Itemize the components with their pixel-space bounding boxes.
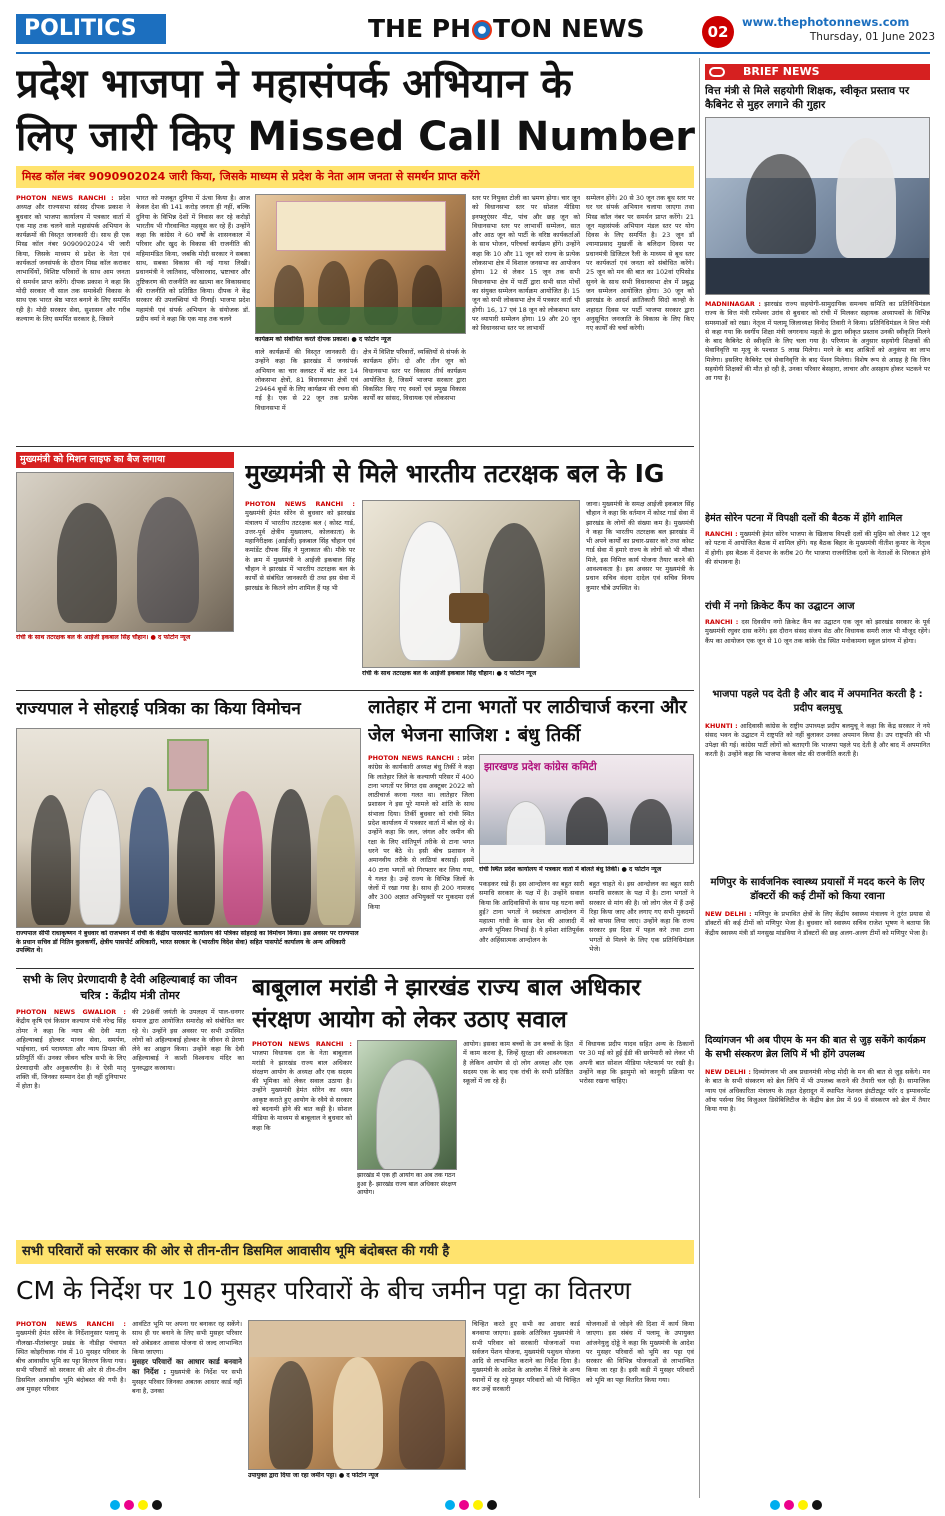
- section-rule-1: [16, 446, 694, 447]
- land-col-2: आवंटित भूमि पर अपना घर बनाकर रह सकेंगे। साथ ही घर बनाने के लिए सभी मुसहर परिवार को अंबेडकर आवास योजना से जल्द लाभान्वित किया जाएगा। मुसहर परिवारों का आधार कार्ड बनवाने का निर्देश : मुख्यमंत्री के निर्देश पर सभी मुसहर परिवार जिनका अबतक आधार कार्ड नहीं बना है, उनका: [132, 1320, 242, 1396]
- brief-item-4-body: KHUNTI : आदिवासी कांग्रेस के राष्ट्रीय उपाध्यक्ष प्रदीप बलमुचू ने कहा कि केंद्र सरकार ने नये संसद भवन के उद्घाटन में राष्ट्रपति को नहीं बुलाकर उनका अपमान किया है। उप राष्ट्रपति की भी उपेक्षा की गई। कांग्रेस पार्टी लोगों को बताएगी कि भाजपा पहले पद देती है और बाद में अपमानित करती है। उन्होंने कहा कि भाजपा केवल वोट की राजनीति करती है।: [705, 722, 930, 758]
- lead-headline-line-2: लिए जारी किए Missed Call Number: [16, 114, 695, 160]
- governor-headline: राज्यपाल ने सोहराई पत्रिका का किया विमोचन: [16, 699, 301, 719]
- land-headline: CM के निर्देश पर 10 मुसहर परिवारों के बीच जमीन पट्टा का वितरण: [16, 1276, 631, 1305]
- land-photo-caption: उपायुक्त द्वारा दिया जा रहा जमीन पट्टा। ● द फोटोन न्यूज: [248, 1472, 466, 1482]
- land-photo: [248, 1320, 466, 1470]
- cm-col-2: जाना। मुख्यमंत्री के समक्ष आईजी इकबाल सिंह चौहान ने कहा कि वर्तमान में कोस्ट गार्ड सेवा में झारखंड के लोगों की संख्या कम है। मुख्यमंत्री ने कहा कि भारतीय तटरक्षक बल झारखंड में भी अपने कार्यों का प्रचार-प्रसार करे तथा कोस्ट गार्ड सेवा में हमारे राज्य के लोगों को भी मौका मिले, इस निमित्त कार्य योजना तैयार करने की आवश्यकता है। इस अवसर पर मुख्यमंत्री के प्रधान सचिव वंदना दादेल एवं सचिव विनय कुमार चौबे उपस्थित थे।: [586, 500, 694, 592]
- tirkey-photo-caption: रांची स्थित प्रदेश कार्यालय में पत्रकार वार्ता में बोलते बंधु तिर्की। ● द फोटोन न्यूज: [479, 866, 694, 876]
- babulal-photo-caption: झारखंड में एक ही आयोग का अब तक गठन हुआ है- झारखंड राज्य बाल अधिकार संरक्षण आयोग।: [357, 1172, 457, 1234]
- lead-col-1: [16, 194, 130, 440]
- tirkey-photo: [479, 754, 694, 864]
- registration-marks: [0, 1498, 945, 1512]
- babulal-col-2: आयोग। इसका काम बच्चों के उन बच्चों के हित में काम करना है, जिन्हें सुरक्षा की आवश्यकता है लेकिन आयोग से दो लोग अध्यक्ष और एक सदस्य एक के बाद एक रांची के सभी प्रतिष्ठित स्कूलों में जा रहे हैं।: [463, 1040, 573, 1086]
- babulal-photo: [357, 1040, 457, 1170]
- tomar-col-2: की 298वीं जयंती के उपलक्ष्य में पाल-धनगर समाज द्वारा आयोजित समारोह को संबोधित कर रहे थे। उन्होंने इस अवसर पर सभी उपस्थित लोगों को अहिल्याबाई होल्कर के जीवन से प्रेरणा लेने का आह्वान किया। उन्होंने कहा कि देवी अहिल्याबाई ने काशी विश्वनाथ मंदिर का पुनरुद्धार करवाया।: [132, 1008, 244, 1072]
- masthead-rule: [16, 52, 930, 54]
- cm-photo: [16, 472, 234, 632]
- babulal-headline: बाबूलाल मरांडी ने झारखंड राज्य बाल अधिकार संरक्षण आयोग को लेकर उठाए सवाल: [252, 975, 641, 1033]
- paper-name: THE PH TON NEWS: [368, 14, 645, 43]
- brief-item-4-headline: भाजपा पहले पद देती है और बाद में अपमानित करती है : प्रदीप बलमुचू: [712, 689, 923, 714]
- column-divider: [699, 58, 700, 1498]
- lead-col-1-text: प्रदेश अध्यक्ष और राज्यसभा सांसद दीपक प्रकाश ने बुधवार को भाजपा कार्यालय में पत्रकार वार्ता में एक माह तक चलने वाले महासंपर्क अभियान के कार्यक्रमों की विस्तृत जानकारी दी। साथ ही एक मिस्ड कॉल नंबर 9090902024 भी जारी किया, जिसके माध्यम से प्रदेश के नेता एवं कार्यकर्ता जनसंपर्क के दौरान मिस्ड कॉल कराकर लाभार्थियों, विशिष्ट परिवारों के साथ आम जनता से समर्थन प्राप्त करेंगे। दीपक प्रकाश ने कहा कि मोदी सरकार नौ साल तक समावेशी विकास के साथ एक भारत श्रेष्ठ भारत बनाने के लिए समर्पित रही है। मोदी सरकार सेवा, सुशासन और गरीब कल्याण के लिए समर्पित सरकार है, जिसने: [16, 194, 130, 323]
- lead-col-2-text: भारत को मजबूत दुनिया में ऊंचा किया है। आज केवल देश की 141 करोड़ जनता ही नहीं, बल्कि दुनिया के विभिन्न देशों में निवास कर रहे करोड़ों भारतीय भी गौरवान्वित महसूस कर रहे हैं। उन्होंने कहा कि कांग्रेस ने 60 वर्षों के शासनकाल में परिवार और खुद के विकास की राजनीति की महिमामंडित किया, जबकि मोदी सरकार ने सबका साथ, सबका विकास की नई गाथा लिखी। प्रधानमंत्री ने जातिवाद, परिवारवाद, भ्रष्टाचार और तुष्टिकरण की राजनीति का खात्मा कर विकासवाद की राजनीति को प्रतिष्ठित किया। दीपक ने केंद्र सरकार की उपलब्धियां भी गिनाईं। भाजपा प्रदेश महामंत्री एवं संपर्क अभियान के संयोजक डॉ. प्रदीप वर्मा ने कहा कि एक माह तक चलने: [136, 194, 250, 323]
- brief-item-6-body: NEW DELHI : दिव्यांगजन भी अब प्रधानमंत्री नरेन्द्र मोदी के मन की बात से जुड़ सकेंगे। मन के बात के सभी संस्करण को ब्रेल लिपि में भी उपलब्ध कराने की तैयारी चल रही है। सामाजिक न्याय एवं अधिकारिता मंत्रालय के तहत देहरादून में स्थापित नेशनल इंस्टीट्यूट फॉर द इम्पावरमेंट ऑफ पर्सन्स विद विजुअल डिसेबिलिटीज के केंद्रीय ब्रेल प्रेस में 99 वें संस्करण को ब्रेल में तैयार किया गया है।: [705, 1068, 930, 1114]
- brief-item-2-headline: हेमंत सोरेन पटना में विपक्षी दलों की बैठक में होंगे शामिल: [705, 513, 903, 524]
- brief-news-glasses-icon: [709, 67, 725, 77]
- coast-guard-photo-caption: रांची के साथ तटरक्षक बल के आईजी इकबाल सिंह चौहान। ● द फोटोन न्यूज: [362, 670, 580, 680]
- lead-photo: [255, 194, 466, 334]
- lead-strap: मिस्ड कॉल नंबर 9090902024 जारी किया, जिसके माध्यम से प्रदेश के नेता आम जनता से समर्थन प्राप्त करेंगे: [16, 166, 694, 188]
- governor-photo-caption: राज्यपाल सीपी राधाकृष्णन ने बुधवार को राजभवन में रांची के केंद्रीय पारसपोर्ट कार्यालय की पत्रिका सोहराई का विमोचन किया। इस अवसर पर राज्यपाल के प्रधान सचिव डॉ नितिन कुलकर्णी, क्षेत्रीय पासपोर्ट अधिकारी, भारत सरकार के (भारतीय विदेश सेवा) सहित पासपोर्ट कार्यालय के अन्य अधिकारी उपस्थित थे।: [16, 930, 361, 964]
- tirkey-col-2: पकड़कर रखे हैं। इस आन्दोलन का बहुत सारी समाधि सरकार के पक्ष में है। उन्होंने सवाल किया कि आदिवासियों के साथ यह घटना क्यों हुई? टाना भगतों ने स्वतंत्रता आन्दोलन में महात्मा गांधी के साथ देश की आजादी में अपनी भूमिका निभाई है। ये हमेशा शांतिपूर्वक और अहिंसात्मक आन्दोलन के: [479, 880, 584, 944]
- land-col-3: चिन्हित करते हुए सभी का आधार कार्ड बनवाया जाएगा। इसके अतिरिक्त मुख्यमंत्री ने सभी परिवार को सरकारी योजनाओं यथा सर्वजन पेंशन योजना, मुख्यमंत्री पशुधन योजना आदि से लाभान्वित कराने का निर्देश दिया है। मुख्यमंत्री के आदेश के आलोक में जिले के अन्य स्थानों में रह रहे मुसहर परिवारों को भी चिन्हित कर उन्हें सरकारी: [472, 1320, 580, 1394]
- brief-item-5-headline: मणिपुर के सार्वजनिक स्वास्थ्य प्रयासों में मदद करने के लिए डॉक्टरों की कई टीमों को किया रवाना: [710, 877, 925, 902]
- website-link[interactable]: www.thephotonnews.com: [742, 15, 910, 29]
- section-text: POLITICS: [24, 16, 137, 41]
- cm-kicker: मुख्यमंत्री को मिशन लाइफ का बैज लगाया: [16, 452, 234, 468]
- land-strap: सभी परिवारों को सरकार की ओर से तीन-तीन डिसमिल आवासीय भूमि बंदोबस्त की गयी है: [16, 1240, 694, 1264]
- lead-col-4: क्षेत्र में विशिष्ट परिवारों, व्यक्तियों से संपर्क के कार्यक्रम होंगे। दो और तीन जून को विधानसभा स्तर पर विकास तीर्थ कार्यक्रम आयोजित है, जिसमें भाजपा सरकार द्वारा विकसित किए गए स्थलों एवं प्रमुख विकास कार्यों का सांसद, विधायक एवं लोकसभा: [363, 348, 466, 403]
- cm-headline: मुख्यमंत्री से मिले भारतीय तटरक्षक बल के IG: [245, 459, 665, 488]
- land-col-1: PHOTON NEWS RANCHI : मुख्यमंत्री हेमंत सोरेन के निर्देशानुसार पलामू के नौलखा-पीतांबरपुर प्रखंड के नौडीहा पंचायत स्थित कोइरीचाक गांव में 10 मुसहर परिवार के बीच आवासीय भूमि का पट्टा वितरण किया गया। सभी परिवारों को सरकार की ओर से तीन-तीन डिसमिल आवासीय भूमि बंदोबस्त की गयी है। अब मुसहर परिवार: [16, 1320, 126, 1394]
- babulal-col-1: PHOTON NEWS RANCHI : भाजपा विधायक दल के नेता बाबूलाल मरांडी ने झारखंड राज्य बाल अधिकार संरक्षण आयोग के अध्यक्ष और एक सदस्य की भूमिका को लेकर सवाल उठाया है। उन्होंने मुख्यमंत्री हेमंत सोरेन का ध्यान आकृष्ट कराते हुए आयोग के रवैये से सरकार को बदनामी होने की बात कही है। सोशल मीडिया के माध्यम से बाबूलाल ने बुधवार को कहा कि: [252, 1040, 352, 1132]
- cm-col-1: PHOTON NEWS RANCHI : मुख्यमंत्री हेमंत सोरेन से बुधवार को झारखंड मंत्रालय में भारतीय तटरक्षक बल ( कोस्ट गार्ड, उत्तर-पूर्व क्षेत्रीय मुख्यालय, कोलकाता) के महानिरीक्षक (आईजी) इकबाल सिंह चौहान एवं कमांडेंट दीपक सिंह ने मुलाकात की। मौके पर के क्रम में मुख्यमंत्री ने आईजी इकबाल सिंह चौहान ने झारखंड में भारतीय तटरक्षक बल के कार्यों से संबंधित जानकारी दी तथा इस सेवा में झारखंड के कितने लोग शामिल हैं यह भी: [245, 500, 355, 592]
- brief-item-1-body: MADNINAGAR : झारखंड राज्य सहयोगी-सामुदायिक समन्वय समिति का प्रतिनिधिमंडल राज्य के वित्त मंत्री रामेश्वर उरांव से बुधवार को रांची में मिलकर सहायक अध्यापकों के विभिन्न समस्याओं को रखा। नेतृत्व में पलामू जिलाध्यक्ष विनोद तिवारी ने किया। प्रतिनिधिमंडल ने वित्त मंत्री से कहा गया कि स्वर्गीय शिक्षा मंत्री जगरनाथ महतो के द्वारा स्वीकृत प्रस्ताव उनकी स्वीकृति मिलने के बाद कैबिनेट से स्वीकृति के लिए चला गया है। परिणाम के अनुसार सहयोगी शिक्षकों की सेवानिवृत्ति या मृत्यु के पश्चात 5 लाख मिलेगा। मरने के बाद आश्रितों को अनुकंपा का लाभ मिलेगा। इसलिए कैबिनेट एवं सेवानिवृत्ति के बाद पेंशन मिलेगा। विशेष रूप से आग्रह है कि जिन सहयोगी शिक्षकों की मौत हो रही है, उनका परिवार बेसहारा, लाचार और असहाय होकर भटकने पर आ गया है।: [705, 300, 930, 383]
- section-label: [16, 14, 166, 44]
- brief-item-1-photo: [705, 117, 930, 295]
- page-number-badge-icon: [702, 16, 734, 48]
- lead-col-3: वाले कार्यक्रमों की विस्तृत जानकारी दी। उन्होंने कहा कि झारखंड में जनसंपर्क अभियान का चार क्लस्टर में बांट कर 14 लोकसभा क्षेत्रों, 81 विधानसभा क्षेत्रों एवं 29464 बूथों के लिए कार्यक्रम की रचना की गई है। एक से 22 जून तक प्रत्येक विधानसभा में: [255, 348, 358, 412]
- land-subhead: मुसहर परिवारों का आधार कार्ड बनवाने का निर्देश :: [132, 1357, 242, 1377]
- lead-col-6: सम्मेलन होंगे। 20 से 30 जून तक बूथ स्तर पर घर घर संपर्क अभियान चलाया जाएगा तथा मिस्ड कॉल नंबर पर समर्थन प्राप्त करेंगे। 21 जून महासंपर्क अभियान मंडल स्तर पर योग दिवस के लिए समर्पित है। 23 जून डॉ श्यामाप्रसाद मुखर्जी के बलिदान दिवस पर प्रधानमंत्री डिजिटल रैली के माध्यम से बूथ स्तर पर कार्यकर्ता एवं जनता को संबोधित करेंगे। 25 जून को मन की बात का 102वां एपिसोड सुनने के साथ सभी विधानसभा क्षेत्र में प्रबुद्ध जन सम्मेलन आयोजित होगा। 30 जून को झारखंड के आदर्श क्रांतिकारी सिदो कान्हो के शहादत दिवस पर पार्टी भाजपा सरकार द्वारा अनुसूचित जनजाति के विकास के लिए किए गए कार्यों की चर्चा करेगी।: [586, 194, 694, 333]
- banner-in-photo: [276, 201, 446, 251]
- issue-date: Thursday, 01 June 2023: [809, 31, 935, 43]
- lead-headline-line-1: प्रदेश भाजपा ने महासंपर्क अभियान के: [16, 61, 572, 107]
- brief-item-2-body: RANCHI : मुख्यमंत्री हेमंत सोरेन भाजपा के खिलाफ विपक्षी दलों की मुहिम को लेकर 12 जून को पटना में आयोजित बैठक में शामिल होंगे। यह बैठक बिहार के मुख्यमंत्री नीतीश कुमार के नेतृत्व में होगी। इस बैठक में देशभर के करीब 20 गैर भाजपा राजनीतिक दलों के नेताओं के शिरकत होने की संभावना है।: [705, 530, 930, 566]
- brief-news-header: [705, 64, 930, 80]
- brief-news-label: BRIEF NEWS: [743, 65, 820, 78]
- babulal-col-3: में विधायक प्रदीप यादव सहित अन्य के ठिकानों पर 30 मई को हुई ईडी की छापेमारी को लेकर भी अपनी बात सोशल मीडिया प्लेटफार्म पर रखी है। उन्होंने कहा कि झामुमो को कानूनी प्रक्रिया पर भरोसा रखना चाहिए।: [579, 1040, 694, 1086]
- land-col-4: योजनाओं से जोड़ने की दिशा में कार्य किया जाएगा। इस संबंध में पलामू के उपायुक्त आंजनेयुलु दोड्डे ने कहा कि मुख्यमंत्री के आदेश पर मुसहर परिवारों को भूमि का पट्टा एवं सरकार की विभिन्न योजनाओं से लाभान्वित किया जा रहा है। इसी कड़ी में मुसहर परिवारों को भूमि का पट्टा वितरित किया गया।: [586, 1320, 694, 1384]
- governor-photo: [16, 728, 361, 928]
- lead-col-2: [136, 194, 250, 440]
- tirkey-banner-in-photo: झारखण्ड प्रदेश कांग्रेस कमिटी: [484, 761, 597, 773]
- photon-logo-icon: [472, 20, 492, 40]
- tomar-headline: सभी के लिए प्रेरणादायी है देवी अहिल्याबाई का जीवन चरित्र : केंद्रीय मंत्री तोमर: [22, 973, 238, 1002]
- tirkey-headline: लातेहार में टाना भगतों पर लाठीचार्ज करना और जेल भेजना साजिश : बंधु तिर्की: [368, 697, 687, 746]
- section-rule-2: [16, 690, 694, 691]
- lead-dateline: PHOTON NEWS RANCHI :: [16, 194, 114, 202]
- coast-guard-photo: [362, 500, 580, 668]
- brief-item-1-headline: वित्त मंत्री से मिले सहयोगी शिक्षक, स्वीकृत प्रस्ताव पर कैबिनेट से मुहर लगाने की गुहार: [705, 85, 910, 111]
- lead-col-5: स्तर पर नियुक्त टोली का भ्रमण होगा। चार जून को विधानसभा स्तर पर सोशल मीडिया इनफ्लुएंसर मीट, पांच और छह जून को विधानसभा स्तर पर लाभार्थी सम्मेलन, सात और आठ जून को पार्टी के वरिष्ठ कार्यकर्ताओं के साथ भोजन, परिचर्चा कार्यक्रम होंगे। उन्होंने कहा कि 10 और 11 जून को राज्य के प्रत्येक लोकसभा क्षेत्र में विशाल जनसभा का आयोजन होगा। 12 से लेकर 15 जून तक सभी विधानसभा क्षेत्र में पार्टी द्वारा सभी सात मोर्चों का संयुक्त सम्मेलन कार्यक्रम आयोजित है। 15 जून को सभी लोकसभा क्षेत्र में पत्रकार वार्ता भी होगी। 16, 17 एवं 18 जून को लोकसभा स्तर पर व्यापारी सम्मेलन होगा। 19 और 20 जून को विधानसभा स्तर पर लाभार्थी: [472, 194, 580, 333]
- section-rule-3: [16, 968, 694, 969]
- brief-item-3-headline: रांची में नगो क्रिकेट कैंप का उद्घाटन आज: [705, 601, 855, 612]
- tomar-col-1: PHOTON NEWS GWALIOR : केंद्रीय कृषि एवं किसान कल्याण मंत्री नरेन्द्र सिंह तोमर ने कहा कि न्याय की देवी माता अहिल्याबाई होल्कर मानव सेवा, समर्पण, भाईचारा, धर्म परायणता और न्याय प्रियता की प्रतिमूर्ति थीं। उनका जीवन चरित्र सभी के लिए प्रेरणादायी और अनुकरणीय है। वे ऐसी मातृ शक्ति थीं, जिनका सम्मान देश ही नहीं दुनियाभर में होता है।: [16, 1008, 126, 1091]
- brief-item-5-body: NEW DELHI : मणिपुर के प्रभावित क्षेत्रों के लिए केंद्रीय स्वास्थ्य मंत्रालय ने तुरंत प्रयास से डॉक्टरों की कई टीमों को मणिपुर भेजा है। बुधवार को स्वास्थ्य सचिव राजेश भूषण ने बताया कि केंद्रीय स्वास्थ्य मंत्री डॉ मनसुख मांडविया ने डॉक्टरों की छह अलग-अलग टीमों को मणिपुर भेजा है।: [705, 910, 930, 937]
- tirkey-col-3: बहुत चाहते थे। इस आन्दोलन का बहुत सारी समाधि सरकार के पक्ष में है। टाना भगतों ने सरकार से मांग की है। जो लोग जेल में हैं उन्हें रिहा किया जाए और लगाए गए सभी मुकदमों को वापस लिया जाए। उन्होंने कहा कि राज्य सरकार इस दिशा में पहल करे तथा टाना भगतों से मिलने के लिए एक प्रतिनिधिमंडल भेजे।: [589, 880, 694, 954]
- tirkey-col-1: PHOTON NEWS RANCHI : प्रदेश कांग्रेस के कार्यकारी अध्यक्ष बंधु तिर्की ने कहा कि लातेहार जिले के कल्याणी परिसर में 400 टाना भगतों पर विगत दस अक्टूबर 2022 को लाठीचार्ज करना गलत था। लातेहार जिला प्रशासन ने इस पूरे मामले को शांति के साथ संभाला दिया। तिर्की बुधवार को रांची स्थित प्रदेश कार्यालय में पत्रकार वार्ता में बोल रहे थे। उन्होंने कहा कि जल, जंगल और जमीन की रक्षा के लिए शांतिपूर्ण तरीके से टाना भगत धरने पर बैठे थे। इसी बीच प्रशासन ने अमानवीय तरीके से लाठियां बरसाईं। इसमें 40 टाना भगतों को गिरफ्तार कर लिया गया, ये गलत है। उन्हें राज्य के विभिन्न जिलों के जेलों में रखा गया है। साथ ही 200 नामजद और 300 अज्ञात अभियुक्तों पर मुकदमा दर्ज किया: [368, 754, 474, 911]
- brief-item-3-body: RANCHI : दस दिवसीय नगो क्रिकेट कैंप का उद्घाटन एक जून को झारखंड सरकार के पूर्व मुख्यमंत्री रघुवर दास करेंगे। इस दौरान संसद संजय सेठ और विधायक समरी लाल भी मौजूद रहेंगे। कैंप का आयोजन एक जून से 10 जून तक कांके रोड स्थित मनोकामना स्कूल प्रांगण में होगा।: [705, 618, 930, 645]
- cm-photo-caption: रांची के साथ तटरक्षक बल के आईजी इकबाल सिंह चौहान। ● द फोटोन न्यूज: [16, 634, 234, 686]
- page-number: 02: [707, 23, 729, 41]
- brief-item-6-headline: दिव्यांगजन भी अब पीएम के मन की बात से जुड़ सकेंगे कार्यक्रम के सभी संस्करण ब्रेल लिपि में भी होंगे उपलब्ध: [705, 1035, 926, 1060]
- lead-photo-caption: कार्यक्रम को संबोधित करते दीपक प्रकाश। ● द फोटोन न्यूज: [255, 336, 466, 346]
